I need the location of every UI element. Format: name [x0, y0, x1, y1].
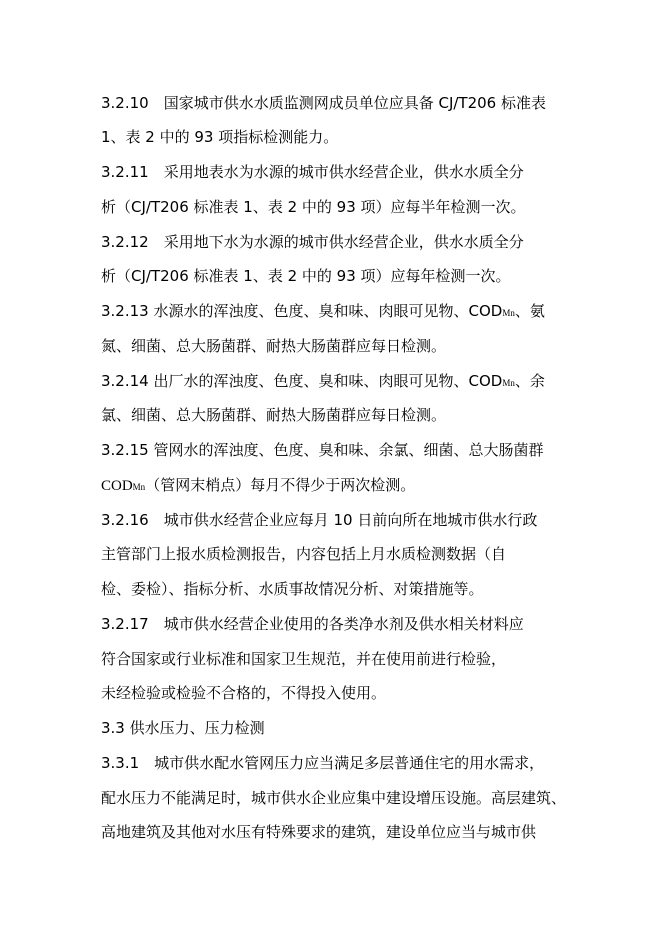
- text-line-7-tail: 、氨: [514, 302, 545, 320]
- mn-subscript: Mn: [132, 482, 146, 492]
- text-line-16: 3.2.17 城市供水经营企业使用的各类净水剂及供水相关材料应: [101, 615, 524, 633]
- text-line-9: [101, 371, 571, 391]
- text-line-11: 3.2.15 管网水的浑浊度、色度、臭和味、余氯、细菌、总大肠菌群: [101, 441, 544, 459]
- text-line-17: 符合国家或行业标准和国家卫生规范，并在使用前进行检验，: [101, 650, 507, 668]
- text-line-2: 1、表 2 中的 93 项指标检测能力。: [101, 128, 339, 146]
- text-line-8: 氮、细菌、总大肠菌群、耐热大肠菌群应每日检测。: [101, 337, 447, 355]
- text-line-7-main: 3.2.13 水源水的浑浊度、色度、臭和味、肉眼可见物、COD: [101, 302, 503, 320]
- text-line-9-tail: 、余: [514, 372, 545, 390]
- text-line-12-cod: COD: [101, 478, 133, 494]
- text-line-1: 3.2.10 国家城市供水水质监测网成员单位应具备 CJ/T206 标准表: [101, 94, 546, 112]
- text-line-5: 3.2.12 采用地下水为水源的城市供水经营企业，供水水质全分: [101, 233, 524, 251]
- text-line-12-tail: （管网末梢点）每月不得少于两次检测。: [145, 476, 416, 494]
- text-line-14: 主管部门上报水质检测报告，内容包括上月水质检测数据（自: [101, 545, 507, 563]
- text-line-22: 高地建筑及其他对水压有特殊要求的建筑，建设单位应当与城市供: [101, 823, 537, 841]
- text-line-12: [101, 475, 571, 495]
- text-line-9-main: 3.2.14 出厂水的浑浊度、色度、臭和味、肉眼可见物、COD: [101, 372, 503, 390]
- text-line-6: 析（CJ/T206 标准表 1、表 2 中的 93 项）应每年检测一次。: [101, 267, 511, 285]
- text-line-3: 3.2.11 采用地表水为水源的城市供水经营企业，供水水质全分: [101, 163, 524, 181]
- section-heading: 3.3 供水压力、压力检测: [101, 719, 265, 737]
- text-line-21: 配水压力不能满足时，城市供水企业应集中建设增压设施。高层建筑、: [101, 789, 567, 807]
- text-line-20: 3.3.1 城市供水配水管网压力应当满足多层普通住宅的用水需求，: [101, 754, 545, 772]
- text-line-13: 3.2.16 城市供水经营企业应每月 10 日前向所在地城市供水行政: [101, 511, 538, 529]
- text-line-4: 析（CJ/T206 标准表 1、表 2 中的 93 项）应每半年检测一次。: [101, 198, 526, 216]
- mn-subscript: Mn: [502, 378, 515, 388]
- text-line-10: 氯、细菌、总大肠菌群、耐热大肠菌群应每日检测。: [101, 406, 447, 424]
- mn-subscript: Mn: [502, 308, 515, 318]
- text-line-15: 检、委检）、指标分析、水质事故情况分析、对策措施等。: [101, 580, 484, 598]
- text-line-18: 未经检验或检验不合格的，不得投入使用。: [101, 684, 387, 702]
- text-line-7: [101, 301, 571, 321]
